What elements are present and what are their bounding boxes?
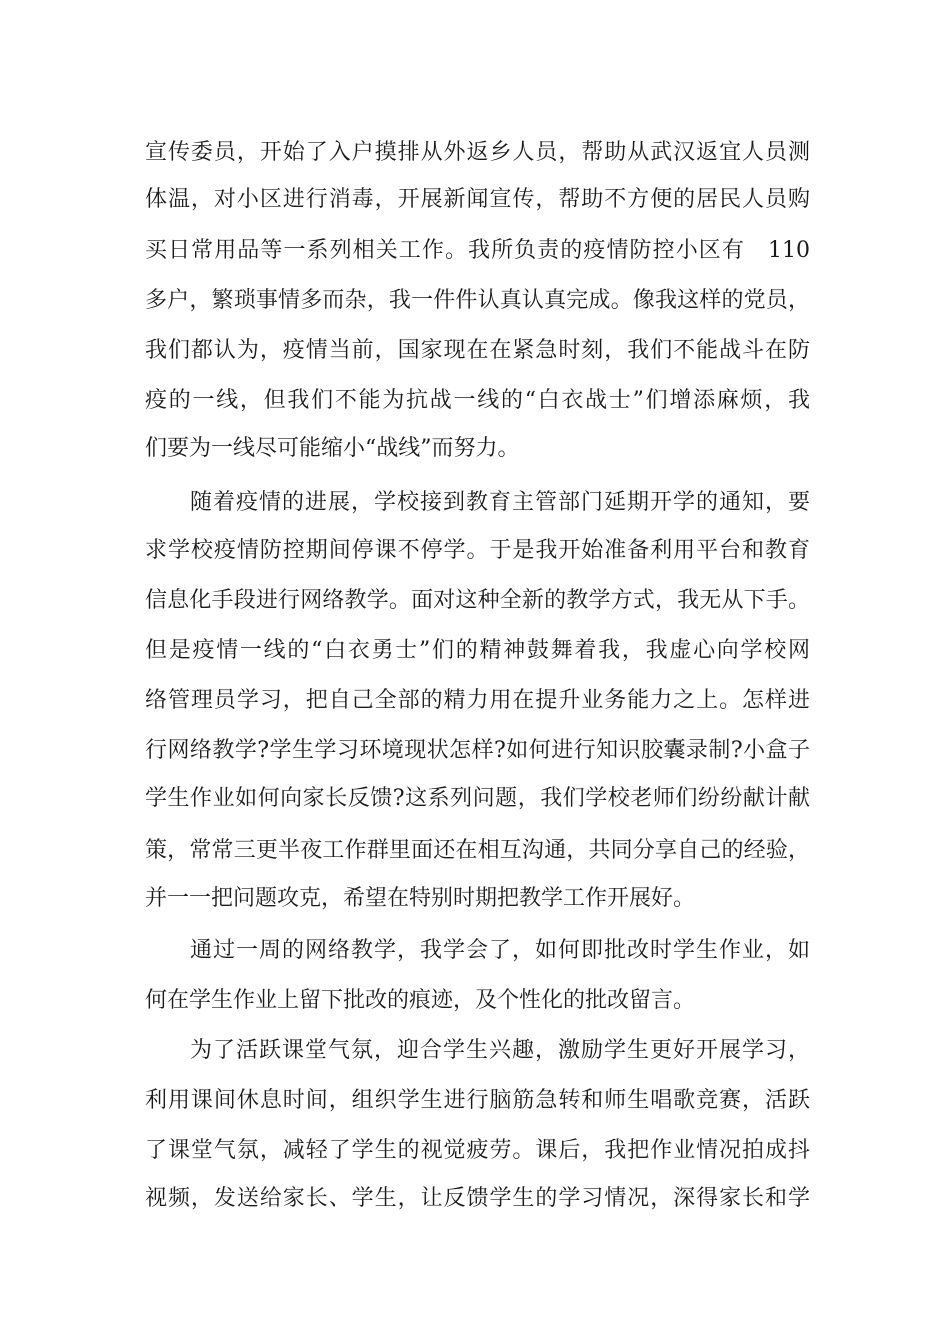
text-line: 何在学生作业上留下批改的痕迹，及个性化的批改留言。 — [145, 988, 696, 1013]
text-line: 通过一周的网络教学，我学会了，如何即批改时学生作业，如 — [190, 938, 810, 963]
text-line: 学生作业如何向家长反馈?这系列问题，我们学校老师们纷纷献计献 — [145, 786, 810, 811]
text-line: 视频，发送给家长、学生，让反馈学生的学习情况，深得家长和学 — [145, 1186, 810, 1211]
text-line: 利用课间休息时间，组织学生进行脑筋急转和师生唱歌竞赛，活跃 — [145, 1088, 810, 1113]
text-line: 疫的一线，但我们不能为抗战一线的“白衣战士”们增添麻烦，我 — [145, 388, 810, 413]
text-line: 策，常常三更半夜工作群里面还在相互沟通，共同分享自己的经验， — [145, 838, 810, 863]
text-line: 买日常用品等一系列相关工作。我所负责的疫情防控小区有 110 — [145, 238, 810, 263]
text-line: 信息化手段进行网络教学。面对这种全新的教学方式，我无从下手。 — [145, 588, 810, 613]
text-line: 体温，对小区进行消毒，开展新闻宣传，帮助不方便的居民人员购 — [145, 187, 810, 212]
text-line: 求学校疫情防控期间停课不停学。于是我开始准备利用平台和教育 — [145, 538, 810, 563]
text-line: 了课堂气氛，减轻了学生的视觉疲劳。课后，我把作业情况拍成抖 — [145, 1138, 810, 1163]
text-line: 多户，繁琐事情多而杂，我一件件认真认真完成。像我这样的党员， — [145, 288, 810, 313]
text-line: 们要为一线尽可能缩小“战线”而努力。 — [145, 436, 520, 461]
text-line: 并一一把问题攻克，希望在特别时期把教学工作开展好。 — [145, 886, 696, 911]
text-line: 但是疫情一线的“白衣勇士”们的精神鼓舞着我，我虚心向学校网 — [145, 638, 810, 663]
text-line: 宣传委员，开始了入户摸排从外返乡人员，帮助从武汉返宜人员测 — [145, 140, 810, 165]
text-line: 为了活跃课堂气氛，迎合学生兴趣，激励学生更好开展学习， — [190, 1038, 810, 1063]
text-line: 行网络教学?学生学习环境现状怎样?如何进行知识胶囊录制?小盒子 — [145, 738, 810, 763]
text-line: 随着疫情的进展，学校接到教育主管部门延期开学的通知，要 — [190, 490, 810, 515]
text-line: 我们都认为，疫情当前，国家现在在紧急时刻，我们不能战斗在防 — [145, 338, 810, 363]
text-line: 络管理员学习，把自己全部的精力用在提升业务能力之上。怎样进 — [145, 688, 810, 713]
